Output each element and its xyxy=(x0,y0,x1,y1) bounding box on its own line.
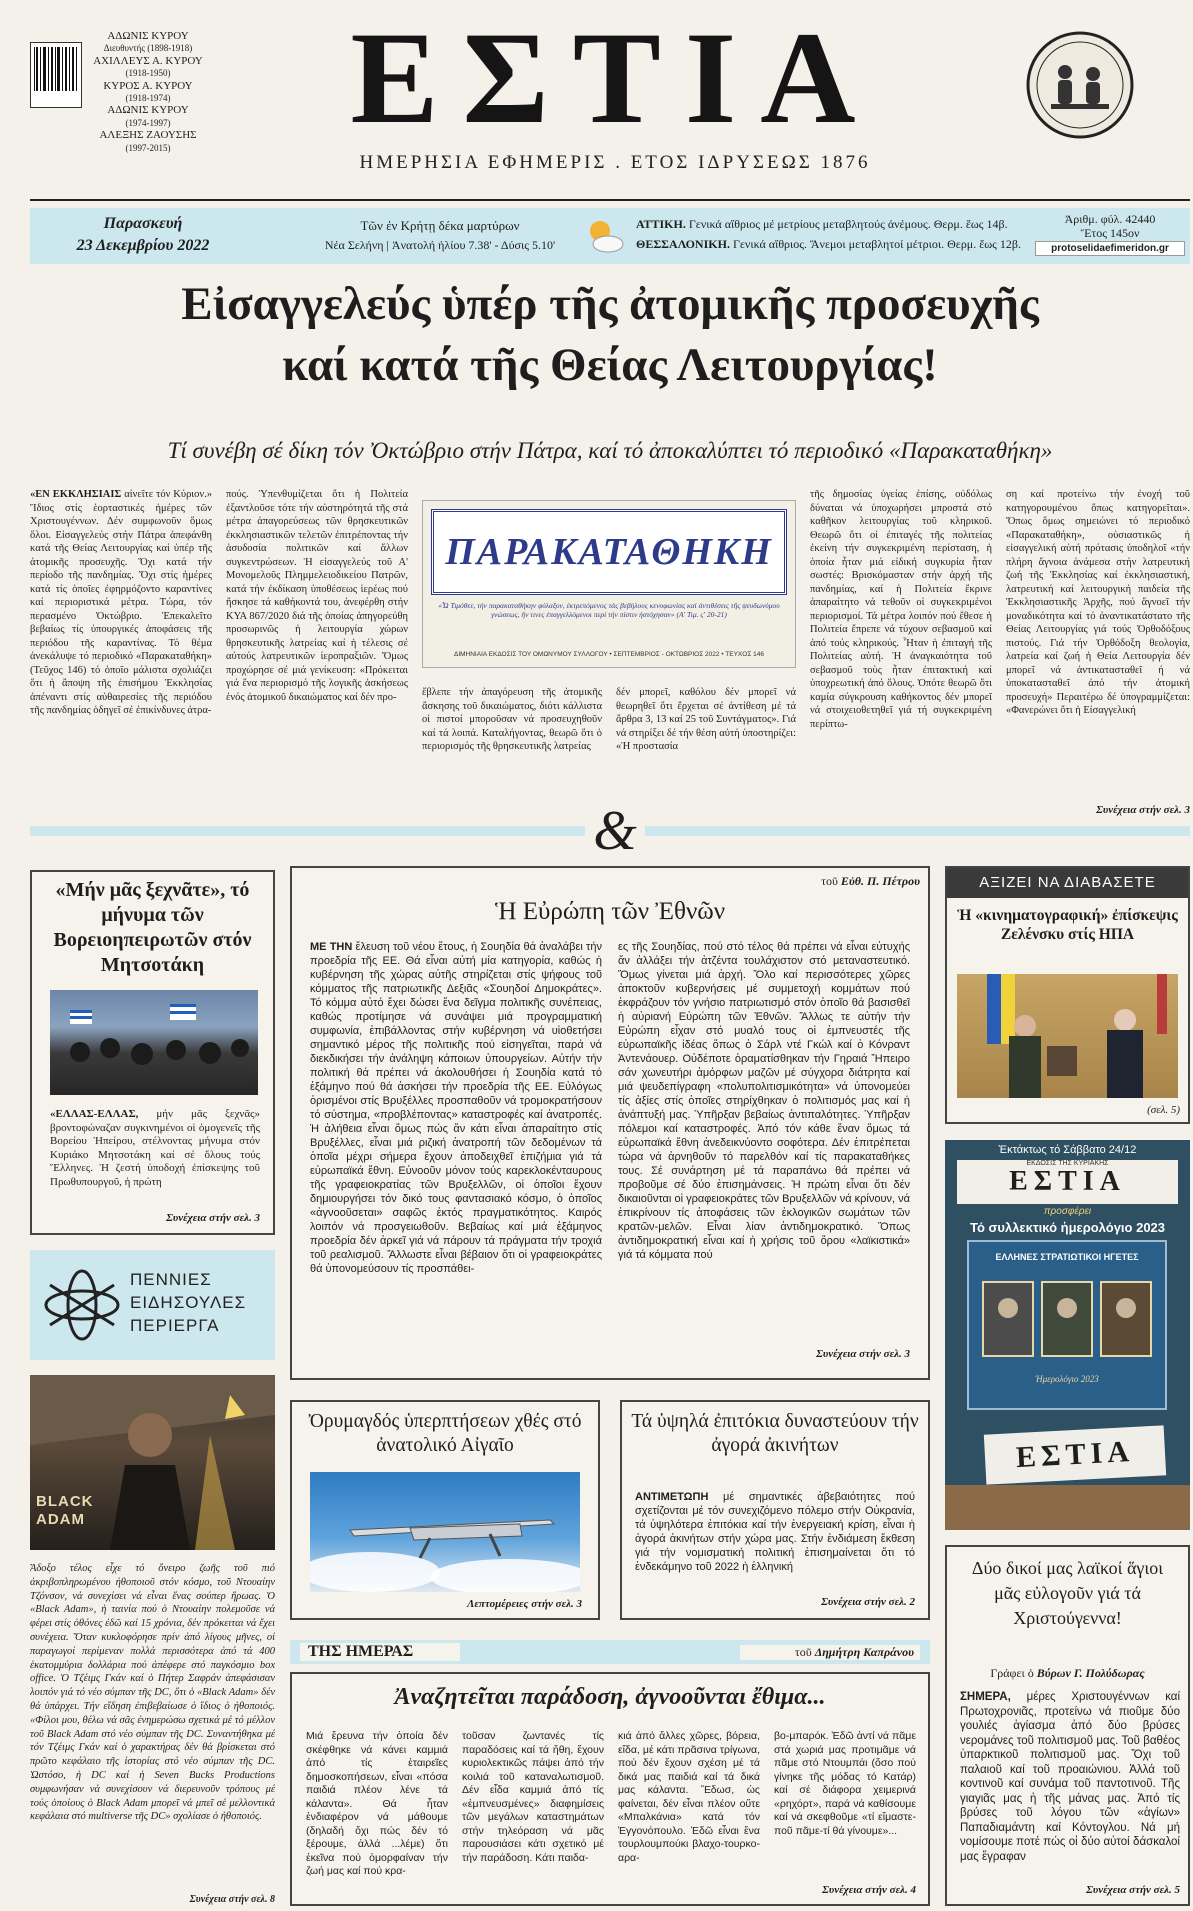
rates-continuation[interactable]: Συνέχεια στήν σελ. 2 xyxy=(821,1596,915,1608)
magazine-cover xyxy=(422,500,796,668)
weather-text: Γενικά αἴθριος. Ἄνεμοι μεταβλητοί μέτριοι. Θερμ. ἕως 12β. xyxy=(732,237,1022,251)
byline-prefix: τοῦ xyxy=(821,874,838,888)
editor-years: (1997-2015) xyxy=(125,142,171,153)
promo-sub: ΕΚΔΟΣΙΣ ΤΗΣ ΚΥΡΙΑΚΗΣ xyxy=(1026,1160,1109,1167)
promo-table xyxy=(945,1485,1190,1530)
saints-headline: Δύο δικοί μας λαϊκοί ἅγιοι μᾶς εὐλογοῦν γιά τά Χριστούγεννα! xyxy=(971,1558,1164,1628)
today-continuation[interactable]: Συνέχεια στήν σελ. 4 xyxy=(822,1884,916,1896)
calendar-year: Ἡμερολόγιο 2023 xyxy=(1035,1374,1099,1384)
promo-bottom-paper xyxy=(984,1425,1166,1484)
portraits-icon xyxy=(969,1274,1165,1374)
epirus-continuation[interactable]: Συνέχεια στήν σελ. 3 xyxy=(166,1212,260,1224)
today-col-3: κιά ἀπό ἄλλες χῶρες, βόρεια, εἴδα, μέ κάτι πρᾶσινα τρίγωνα, πού δέν ἔχουν σχέση μέ τά δικά μας παιδιά καί τά δικά μας κάλαντα. Ἔδωσ, ὡς φαίνεται, δέν εἶναι πλέον οὔτε «Μπαλκάνια» κατά τόν Ἐγγονόπουλο. Ἐδῶ εἶναι ἕνα τουρλουμπούκι βλαχο-τουρκο-αρα- xyxy=(618,1730,760,1864)
editor-years: (1918-1974) xyxy=(125,93,171,104)
today-label: ΤΗΣ ΗΜΕΡΑΣ xyxy=(300,1643,460,1661)
europe-col-1 xyxy=(310,940,602,1345)
editor-name: ΑΔΩΝΙΣ ΚΥΡΟΥ xyxy=(107,104,189,117)
lead-col-2: πούς. Ὑπενθυμίζεται ὅτι ἡ Πολιτεία ἐξαντλοῦσε τότε τήν αὐστηρότητά τῆς στά μέτρα ἀπαγορεύσεως τῶν θρησκευτικῶν ἐκκλησιαστικῶν τελετῶν ἐπιτρέποντας τήν ἀσυδοσία πολιτικῶν καί ἄλλων συγκεντρώσεων. Ἡ εἰσαγγελεύς τοῦ Α' Μονομελοῦς Πλημμελειοδικείου Πατρῶν, κατά τήν ἐκδίκαση ὑποθέσεως ἱερέως πού ἤσκησε τά καθήκοντά του, ἀνεφέρθη στήν ΚΥΑ 867/2020 διά τῆς ὁποίας ἀπηγορεύθη προσωρινῶς ἡ λειτουργία χώρων θρησκευτικῆς λατρείας καί ἡ τέλεσις σέ αὐτούς λατρευτικῶν ἱεροπραξιῶν. Ὅμως προχώρησε σέ μιά γενίκευση: «Πρόκειται γιά ἕνα περιορισμό τῆς λογικῆς ἀσκήσεως ἑνός ἀτομικοῦ δικαιώματος καί δέν προ- xyxy=(226,489,408,703)
lead-col-text: αἰνεῖτε τόν Κύριον.» Ἴδιος στίς ἑορταστικές ἡμέρες τῶν Χριστουγέννων. Δέν συμφωνοῦν ὅμως ὅλοι. Εἰσαγγελεύς στήν Πάτρα ἀπεφάνθη κατά τῆς Θείας Λειτουργίας καί ὑπέρ τῆς ἀτομικῆς προσευχῆς. Ὄχι κατά τήν περίοδο τῆς πανδημίας. Ὄχι στίς ἡμέρες κατά τίς ὁποῖες ἐφηρμόζοντο καραντίνες καί περιοριστικά μέτρα. Τώρα, τόν περασμένο Ὀκτώβριο. Ἐπεκαλεῖτο βεβαίως τίς ὑπουργικές ἀποφάσεις τῆς περιόδου τῆς καραντίνας. Τό θέμα ἀνεκάλυψε τό περιοδικό «Παρακαταθήκη» (Τεῦχος 146) τό ὁποῖο μάλιστα σχολιάζει ὅτι ἡ ἄποψη τῆς ἐπισήμου Ἐκκλησίας ἀπέναντι στίς αὐθαιρεσίες τῆς περιόδου τῆς πανδημίας ὁδηγεῖ σέ ἐπικίνδυνες ἀτρα- xyxy=(30,489,212,716)
knot-ornament-icon xyxy=(40,1265,124,1345)
lead-headline-1: Εἰσαγγελεύς ὑπέρ τῆς ἀτομικῆς προσευχῆς xyxy=(181,278,1039,330)
editors-list xyxy=(88,30,208,154)
drone-photo xyxy=(310,1472,580,1592)
genres-line: ΠΕΝΝΙΕΣ xyxy=(130,1270,212,1289)
lead-col-1 xyxy=(30,488,212,820)
promo-box xyxy=(945,1140,1190,1530)
saints-lead: ΣΗΜΕΡΑ, xyxy=(960,1691,1011,1703)
promo-bottom-brand: ΕΣΤΙΑ xyxy=(1015,1434,1135,1475)
saints-byline xyxy=(955,1666,1180,1681)
byline-author: Εὐθ. Π. Πέτρου xyxy=(840,874,920,888)
aegean-headline: Ὀρυμαγδός ὑπερπτήσεων χθές στό ἀνατολικό Αἰγαῖο xyxy=(308,1411,582,1456)
lead-col-5: τῆς δημοσίας ὑγείας ἐπίσης, οὐδόλως δύναται νά ὑποχωρήσει μπροστά στό καθῆκον λειτουργίας τοῦ κληρικοῦ. Θεωρῶ ὅτι οἱ ἐπιταγές τῆς πολιτείας ἐκείνη τήν συγκεκριμένη περίσταση, ἡ ὁποία ἦταν μιά εἰδική συγκυρία ἦταν σωστές: Βρισκόμασταν στήν ἀρχή τῆς πανδημίας, καί ἡ Πολιτεία ἔκρινε ἀπαραίτητο νά τεθοῦν οἱ συγκεκριμένοι περιορισμοί. Τά μέτρα λοιπόν πού ἔθεσε ἡ Πολιτεία ἔπρεπε νά τύχουν σεβασμοῦ καί ἀπό τούς κληρικούς. Ἦταν ἡ ἐπιταγή τῆς Πολιτείας αὐτή. Ἡ ἀναγκαιότητα τοῦ σεβασμοῦ τοὺς ἦταν ἐπιτακτική καί ὑποχρεωτική ἀπό ὅλους. Ὁπότε θεωρῶ ὅτι καμία σύγκρουση καθήκοντος δέν μπορεῖ νά στοιχειοθετηθεῖ γιά τή συγκεκριμένη περίπτω- xyxy=(810,489,992,730)
editor-name: ΑΔΩΝΙΣ ΚΥΡΟΥ xyxy=(107,30,189,42)
seal-emblem xyxy=(1025,30,1135,140)
today-headline: Ἀναζητεῖται παράδοση, ἀγνοοῦνται ἔθιμα... xyxy=(394,1684,826,1710)
press-conference-icon xyxy=(957,974,1178,1098)
dateline-date: 23 Δεκεμβρίου 2022 xyxy=(76,237,210,254)
europe-headline: Ἡ Εὐρώπη τῶν Ἐθνῶν xyxy=(494,898,726,925)
today-col-4: βο-μπαρόκ. Ἐδῶ ἀντί νά πᾶμε στά χωριά μας προτιμᾶμε νά πᾶμε στό Ντουμπάι (ὅσο πού γίνηκε τῆς μόδας τό Κατάρ) καί σέ διάφορα χειμερινά «ρηχόρτ», παρά νά καθίσουμε καί νά σκεφθοῦμε «τί εἴμαστε-ποῦ πᾶμε-τί θά γίνουμε»... xyxy=(774,1730,916,1837)
europe-byline xyxy=(700,874,920,889)
blackadam-continuation[interactable]: Συνέχεια στήν σελ. 8 xyxy=(189,1894,275,1905)
editor-years: Διευθυντής (1898-1918) xyxy=(103,43,193,54)
rates-body xyxy=(635,1490,915,1590)
saints-text: μέρες Χριστουγέννων καί Πρωτοχρονιᾶς, προτείνω νά πιοῦμε δύο γουλιές ἁγίασμα ἀπό δύο βρύσες νερομάνες τοῦ πολιτισμοῦ μας. Τοῦ βαθέος ὑπαρκτικοῦ πολιτισμοῦ μας. Ὄχι τοῦ παλαιοῦ καί τοῦ προαιώνιου. Ἀλλά τοῦ κοντινοῦ καί συνάμα τοῦ παντοτινοῦ. Τῆς γιαγιᾶς μας ἡ τῆς μάνας μας. Ἀπό τίς βρύσες τοῦ λόγου τῶν «ἁγίων» Παπαδιαμάντη καί Κόντογλου. Νά μή νομίσουμε ποτέ πώς οἱ δύο αὐτοί δάσκαλοί μας ἔγραφαν xyxy=(960,1691,1180,1863)
worth-reading-label: ΑΞΙΖΕΙ ΝΑ ΔΙΑΒΑΣΕΤΕ xyxy=(947,868,1188,898)
byline-author: Βύρων Γ. Πολύδωρας xyxy=(1036,1666,1145,1680)
weather-text: Γενικά αἴθριος μέ μετρίους μεταβλητούς ἀνέμους. Θερμ. ἕως 14β. xyxy=(688,217,1008,231)
blackadam-poster xyxy=(30,1375,275,1550)
saints-of-day: Τῶν ἐν Κρήτῃ δέκα μαρτύρων xyxy=(360,218,520,233)
magazine-title-plate xyxy=(431,509,787,595)
masthead-title: ΕΣΤΙΑ xyxy=(350,4,880,151)
today-col-1: Μιά ἔρευνα τήν ὁποία δέν σκέφθηκε νά κάνει καμμιά ἀπό τίς ἑταιρεῖες δημοσκοπήσεων, εἶναι «πόσα παιδιά πλέον λένε τά κάλαντα». Θά ἦταν ἐνδιαφέρον νά μάθουμε (δηλαδή ὄχι πώς δέν τό ξέρουμε, ἀλλά ...λέμε) ὅτι ἐκεῖνα πού ὁμορφαίναν τήν ζωή μας καί πού κρα- xyxy=(306,1730,448,1877)
worth-reading-ref[interactable]: (σελ. 5) xyxy=(1147,1104,1180,1116)
magazine-title: ΠΑΡΑΚΑΤΑΘΗΚΗ xyxy=(445,531,773,573)
europe-col-2: ες τῆς Σουηδίας, πού στό τέλος θά πρέπει νά εἶναι εὐτυχής ἄν ἀλλάξει τήν ἀτζέντα τουλάχιστον στό μεταναστευτικό. Ὅμως γίνεται μιά ἀρχή. Ὅλο καί περισσότερες χῶρες ἀποκτοῦν κυβερνήσεις μέ συμμετοχή κομμάτων πού ἐκφράζουν τόν γνήσιο πατριωτισμό στόν ὁποῖο θά βασισθεῖ ἡ αὐριανή Εὐρώπη τῶν Ἐθνῶν. Ἄλλως τε αὐτήν τήν Εὐρώπη εἶχαν στό μυαλό τους οἱ ἐμπνευστές τῆς εὐρωπαϊκῆς ἰδέας ὅπως ὁ Σάρλ ντέ Γκώλ καί ὁ Κόνραντ Ἀντενάουερ. Οὐδέποτε ὁραματίσθηκαν τήν Γηραιά Ἤπειρο σάν χωνευτήρι ἀμόρφων μαζῶν μέ σύγχορα διάτρητα καί μιά ψευδεπίγραφη «πολυπολιτισμικότητα» νά ὑπονομεύει τίς ἀξίες στίς ὁποῖες στηρίχθηκαν ὁ πολιτισμός μας καί ἡ ἀνάπτυξή μας. Ὑπῆρξαν βεβαίως ἀντιπαλότητες. Ὑπῆρξαν πόλεμοι καί καταστροφές. Ἀπό τόν κάθε ἔναν ὅμως τά εὐρωπαϊκά ἔθνη ἀνεδεικνύοντο σοφότερα. Δέν ἐπιτρέπεται τώρα νά ἀρνηθοῦν τό παρελθόν καί τίς παρακαταθήκες τους. Σέ συνάρτηση μέ τά παραπάνω θά πρέπει νά προβοῦμε σέ δύο ἐπισημάνσεις. Ἡ πρώτη εἶναι ὅτι δέν δικαιοῦνται οἱ γραφειοκράτες τῶν Βρυξελλῶν νά κρίνουν, νά ἐπικρίνουν τίς ἀποφάσεις τῶν ἐκλογικῶν σωμάτων τῶν κρατῶν-μελῶν. Εἶναι λίαν ἀντιδημοκρατικό. Ὅπως ἀντιδημοκρατική εἶναι καί ἡ χρήσις τοῦ ὅρου «λαϊκιστικά» γιά τά κόμματα πού xyxy=(618,941,910,1261)
promo-offer: προσφέρει xyxy=(1043,1206,1092,1217)
sun-cloud-icon xyxy=(582,214,626,258)
editor-name: ΚΥΡΟΣ Α. ΚΥΡΟΥ xyxy=(103,79,193,92)
seal-icon xyxy=(1025,30,1135,140)
issue-number: Ἀριθμ. φύλ. 42440 xyxy=(1064,212,1156,226)
drone-icon xyxy=(310,1472,580,1592)
lead-col-lead: «ΕΝ ΕΚΚΛΗΣΙΑΙΣ xyxy=(30,489,122,500)
promo-brand: ΕΣΤΙΑ xyxy=(1009,1166,1126,1197)
genres-line: ΠΕΡΙΕΡΓΑ xyxy=(130,1316,220,1335)
calendar-title: ΕΛΛΗΝΕΣ ΣΤΡΑΤΙΩΤΙΚΟΙ ΗΓΕΤΕΣ xyxy=(995,1252,1139,1262)
epirus-headline: «Μήν μᾶς ξεχνᾶτε», τό μήνυμα τῶν Βορειοηπειρωτῶν στόν Μητσοτάκη xyxy=(53,879,252,976)
weather-label: ΑΤΤΙΚΗ. xyxy=(636,217,686,231)
promo-top: Ἐκτάκτως τό Σάββατο 24/12 xyxy=(998,1144,1137,1156)
crowd-flags-icon xyxy=(50,990,258,1095)
blackadam-body: Ἄδοξο τέλος εἶχε τό ὄνειρο ζωῆς τοῦ πιό ἀκριβοπληρωμένου ἠθοποιοῦ στόν κόσμο, τοῦ Ντουαίην Τζόνσον, νά συνεχίσει νά εἶναι ἕνας σούπερ ἥρωας. Ὁ «Black Adam», ἡ ταινία πού ὁ Ντουαίην πολεμοῦσε νά φέρει στίς ὀθόνες ἐδῶ καί 15 χρόνια, δέν πρόκειται νά ἔχει συνέχεια. Ὅταν κυκλοφόρησε πρίν ἀπό λίγους μῆνες, οἱ παραγωγοί περίμεναν πολλά περισσότερα ἀπό τά 400 ἑκατομμύρια δολλάρια πού ἀπέφερε στό παγκόσμιο box office. Ὁ Τζέιμς Γκάν καί ὁ Πήτερ Σαφράν ἀπεφάσισαν λοιπόν γιά τό νέο σύμπαν τῆς DC, ὅτι ὁ «Black Adam» δέν θά ὑπάρχει. Τήν εἴδηση ἐπιβεβαίωσε ὁ ἴδιος ὁ ἠθοποιός. «Φίλοι μου, θέλω νά σᾶς ἐνημερώσω σχετικά μέ τό μέλλον τοῦ Black Adam στό νέο σύμπαν τῆς DC. Συναντήθηκα μέ τόν Τζέιμς Γκάν καί ὁ χαρακτήρας δέν θά βρίσκεται στό πρῶτο κεφάλαιο τῆς ἱστορίας στό νέο σύμπαν τῆς DC. Ὡστόσο, ἡ DC καί ἡ Seven Bucks Productions συμφωνήσαν νά συνεχίσουν νά διερευνοῦν τρόπους μέ τούς ὁποίους ὁ Black Adam μπορεῖ νά μπεῖ σέ μελλοντικά κεφάλαια στό multiverse τῆς DC» σχολίασε ὁ ἠθοποιός. xyxy=(30,1563,275,1823)
promo-paper xyxy=(957,1160,1178,1204)
aegean-continuation[interactable]: Λεπτομέρειες στήν σελ. 3 xyxy=(467,1598,582,1610)
zelensky-photo xyxy=(957,974,1178,1098)
poster-text: BLACK ADAM xyxy=(36,1493,94,1528)
byline-prefix: τοῦ xyxy=(794,1645,812,1659)
weather-attiki xyxy=(636,217,1026,232)
epirus-lead: «ΕΛΛΑΣ-ΕΛΛΑΣ, xyxy=(50,1108,139,1120)
editor-name: ΑΛΕΞΗΣ ΖΑΟΥΣΗΣ xyxy=(99,129,197,142)
rates-headline: Τά ὑψηλά ἐπιτόκια δυναστεύουν τήν ἀγορά ἀκινήτων xyxy=(631,1411,919,1456)
genres-titles xyxy=(130,1268,270,1337)
section-divider-left xyxy=(30,826,585,836)
calendar-book xyxy=(967,1240,1167,1410)
europe-continuation[interactable]: Συνέχεια στήν σελ. 3 xyxy=(816,1348,910,1360)
rates-lead: ΑΝΤΙΜΕΤΩΠΗ xyxy=(635,1491,709,1503)
today-col-2: τοῦσαν ζωντανές τίς παραδόσεις καί τά ἤθη, ἔχουν κυριολεκτικῶς πάψει ἀπό τήν κοιλιά τοῦ καταναλωτισμοῦ. Δέν εἶδα καμμιά ἀπό τίς «ἐμπνευσμένες» διαφημίσεις τῶν μεγάλων καταστημάτων στήν τηλεόραση νά μᾶς παρουσιάσει κάτι σχετικό μέ τήν παράδοση. Κάτι παιδα- xyxy=(462,1730,604,1864)
lead-col-6: ση καί προτείνω τήν ἐνοχή τοῦ κατηγορουμένου ὅπως κατηγορεῖται». Ὅπως ὅμως σημειώνει τό περιοδικό «Παρακαταθήκη», οὐσιαστικῶς ἡ εἰσαγγελική αὐτή πρότασις ὑποδηλοῖ «τήν πλήρη ἄγνοια ἀνάμεσα στήν λατρευτική ζωή τῆς Ἐκκλησίας καί ἐκκλησιαστική, λατρευτική καί λειτουργική παιδεία τῆς Ἐκκλησιαστικῆς Ἀρχῆς, πού ἄγνοεῖ τήν μοναδικότητα καί τό ἀναντικατάστατο τῆς Θείας Λειτουργίας γιά τούς Ὀρθοδόξους πιστούς. Γιά τήν Ὀρθόδοξη θεολογία, λατρεία καί ζωή ἡ Θεία Λειτουργία δέν μπορεῖ νά ἀντικατασταθεῖ ή νά ὑποκατασταθεῖ ἀπό τήν ἀτομική προσευχή» Περαιτέρω δέ ὑπογραμμίζεται: «Φανερώνει ὅτι ἡ Εἰσαγγελική xyxy=(1006,489,1190,716)
byline-prefix: Γράφει ὁ xyxy=(990,1666,1034,1680)
lead-subhead: Τί συνέβη σέ δίκη τόν Ὀκτώβριο στήν Πάτρα, καί τό ἀποκαλύπτει τό περιοδικό «Παρακαταθήκη» xyxy=(167,438,1053,463)
epirus-body xyxy=(50,1108,260,1203)
editor-years: (1974-1997) xyxy=(125,117,171,128)
today-byline xyxy=(740,1645,920,1660)
weather-icon xyxy=(582,214,626,258)
rates-text: μέ σημαντικές ἀβεβαιότητες πού σχετίζονται μέ τόν συνεχιζόμενο πόλεμο στήν Οὐκρανία, τά ὑψηλότερα ἐπιτόκια καί τήν ἐνεργειακή κρίση, εἶναι ἡ ἀγορά ἀκινήτων στήν χώρα μας. Στήν ἐνδιάμεση ἔκθεση γιά τήν νομισματική πολιτική ἐπισημαίνεται ὅτι τό ἑνδεκάμηνο τοῦ 2022 ἡ ἑλληνική xyxy=(635,1491,915,1573)
magazine-footer: ΔΙΜΗΝΙΑΙΑ ΕΚΔΟΣΙΣ ΤΟΥ ΟΜΩΝΥΜΟΥ ΣΥΛΛΟΓΟΥ • ΣΕΠΤΕΜΒΡΙΟΣ - ΟΚΤΩΒΡΙΟΣ 2022 • ΤΕΥΧΟΣ 146 xyxy=(453,651,764,658)
barcode xyxy=(30,42,82,108)
genres-line: ΕΙΔΗΣΟΥΛΕΣ xyxy=(130,1293,247,1312)
lead-col-3: ἔβλεπε τήν ἀπαγόρευση τῆς ἀτομικῆς ἄσκησης τοῦ δικαιώματος, διότι κάλλιστα οἱ πιστοί μποροῦσαν νά προσευχηθοῦν καί τά λοιπά. Καταλήγοντας, θεωρῶ ὅτι ὁ περιορισμός τῆς θρησκευτικῆς λατρείας xyxy=(422,687,602,752)
editor-name: ΑΧΙΛΛΕΥΣ Α. ΚΥΡΟΥ xyxy=(93,54,203,67)
ornament-icon xyxy=(40,1265,124,1345)
masthead-rule xyxy=(30,199,1190,201)
weather-label: ΘΕΣΣΑΛΟΝΙΚΗ. xyxy=(636,237,730,251)
saints-continuation[interactable]: Συνέχεια στήν σελ. 5 xyxy=(1086,1884,1180,1896)
dateline-day: Παρασκευή xyxy=(103,215,183,232)
moon-sun: Νέα Σελήνη | Ἀνατολή ἡλίου 7.38' - Δύσις 5.10' xyxy=(324,238,556,252)
promo-calendar: Τό συλλεκτικό ἡμερολόγιο 2023 xyxy=(969,1220,1166,1235)
europe-text: ἔλευση τοῦ νέου ἔτους, ἡ Σουηδία θά ἀναλάβει τήν προεδρία τῆς ΕΕ. Θά εἶναι αὐτή μία κατηγορία, καθώς ἡ κυβέρνηση τῆς χώρας αὐτῆς στηρίζεται στίς ψήφους τοῦ κόμματος τῆς πατριωτικῆς Δεξιᾶς «Σουηδοί Δημοκράτες». Τό κόμμα αὐτό ἔχει δώσει ἕνα δεῖγμα πολιτικῆς συνέπειας, καθώς προτίμησε νά συνάψει μιά προγραμματική συμφωνία, ἐπιβάλλοντας στήν κυβέρνηση νά υἱοθετήσει σημαντικό μέρος τῆς πολιτικῆς πού εἰσηγεῖται, παρά νά διεκδικήσει τήν ἀνάληψη κάποιων ὑπουργείων. Αὐτήν τήν πολιτική θά πρέπει νά ἀκολουθήσει ἡ Σουηδία κατά τό ἑξάμηνο πού θά ἀσκήσει τήν προεδρία τῆς ΕΕ. Εὐλόγως ὁρισμένοι στίς Βρυξέλλες προσπαθοῦν νά τρομοκρατήσουν τό σύστημα, «προβλέποντας» καταστροφές καί ἀνατροπές. Ἡ ἀλήθεια εἶναι ὅμως πώς ἄν κάτι εἶναι ἀπαραίτητο στίς Βρυξέλλες, εἶναι μιά ριζική ἀνατροπή τῶν δεδομένων τά ὁποῖα μέχρι σήμερα ἔχουν ἀποδειχθεῖ ἐπιζήμια γιά τά εὐρωπαϊκά ἔθνη. Εὐνοοῦν μόνον τούς καρεκλοκένταυρους τῆς γραφειοκρατίας τῶν Βρυξελλῶν, οἱ ὁποῖοι ἔχουν δημιουργήσει τόν δικό τους φαντασιακό κόσμο, ὁ ὁποῖος «ἀγνοοῦσεται» σαφῶς ἐκτός πραγματικότητος. Καιρός λοιπόν νά προσγειωθοῦν. Βεβαίως καί μιά ἑξάμηνος προεδρία δέν ἀρκεῖ γιά νά πάρουν τά πράγματα τήν τροχιά τοῦ ρεαλισμοῦ. Ἄλλωστε εἶναι βέβαιον ὅτι οἱ γραφειοκράτες θά ὑπονομεύσουν τίς προσπάθει- xyxy=(310,941,602,1275)
lead-col-4: δέν μπορεῖ, καθόλου δέν μπορεῖ νά θεωρηθεῖ ὅτι ἔρχεται σέ ἀντίθεση μέ τά ἄρθρα 3, 13 καί 25 τοῦ Συντάγματος». Γιά νά στηρίξει δέ τήν θέση αὐτή ὑποστηρίζει: «Ἡ προστασία xyxy=(616,687,796,752)
epirus-photo xyxy=(50,990,258,1095)
barcode-icon xyxy=(31,43,81,107)
byline-author: Δημήτρη Καπράνου xyxy=(814,1645,914,1659)
saints-body xyxy=(960,1690,1180,1878)
worth-reading-headline: Ἡ «κινηματογραφική» ἐπίσκεψις Ζελένσκυ στίς ΗΠΑ xyxy=(957,907,1178,943)
lead-headline-2: καί κατά τῆς Θείας Λειτουργίας! xyxy=(282,339,938,391)
section-divider-right xyxy=(645,826,1190,836)
epirus-text: μήν μᾶς ξεχνᾶς» βροντοφώναζαν συγκινημένοι οἱ ὁμογενεῖς τῆς Βορείου Ἠπείρου, στέλνοντας μήνυμα στόν Κυριάκο Μητσοτάκη καί σέ ὅλους τούς Ἕλληνες. Ἡ ζεστή ὑποδοχή ἐπίσκεψης τοῦ Πρωθυπουργοῦ, ἡ πρώτη xyxy=(50,1108,260,1188)
source-site: protoselidaefimeridon.gr xyxy=(1035,241,1185,256)
year-number: Ἔτος 145ον xyxy=(1080,226,1140,240)
europe-lead: ΜΕ ΤΗΝ xyxy=(310,941,353,953)
editor-years: (1918-1950) xyxy=(125,68,171,79)
magazine-quote: «Ὦ Τιμόθεε, τήν παρακαταθήκην φύλαξον, ἐκτρεπόμενος τάς βεβήλους κενοφωνίας καί ἀντιθέσεις τῆς ψευδωνύμου γνώσεως, ἥν τινες ἐπαγγελλόμενοι περί τήν πίστιν ἠστόχησαν» (Α' Τιμ. ς' 20-21) xyxy=(438,601,780,619)
ampersand-ornament: & xyxy=(593,800,637,862)
lead-continuation[interactable]: Συνέχεια στήν σελ. 3 xyxy=(1096,804,1190,816)
weather-thessaloniki xyxy=(636,237,1026,252)
masthead-subtitle: ΗΜΕΡΗΣΙΑ ΕΦΗΜΕΡΙΣ . ΕΤΟΣ ΙΔΡΥΣΕΩΣ 1876 xyxy=(359,152,871,173)
